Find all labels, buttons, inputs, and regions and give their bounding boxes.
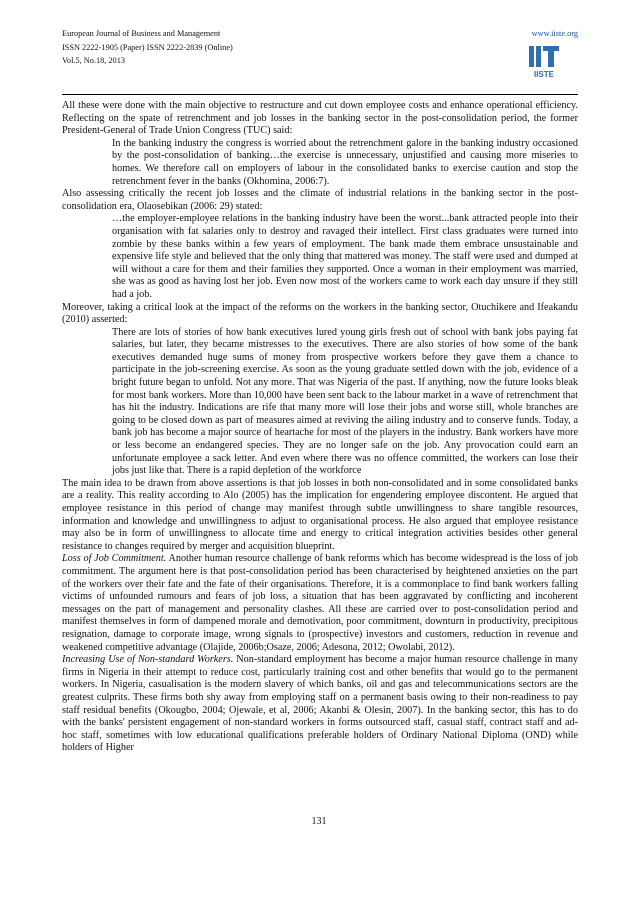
block-quote: There are lots of stories of how bank executives lured young girls fresh out of school with bank jobs paying fat salaries, but later, they became mistresses to the executives. There are also stories of how some of the bank executives demanded huge sums of money from prospective workers before they gave them a chance to participate in the job-screening exercise. As soon as the young graduate settled down with the job, evidence of a bright future began to unfold. Not any more. That was Nigeria of the past. If anything, now the future looks bleak for most bank workers. More than 10,000 have been sent back to the labour market in a wave of retrenchment that has hit the industry. Indications are rife that many more will lose their jobs and worse still, whole branches are going to be closed down as part of measures aimed at reviving the ailing industry and to conserve funds. Today, a bank job has become a major source of heartache for most of the players in the industry. Bank workers have more or less become an endangered species. They are no longer safe on the job. Any provocation could earn an unfortunate employee a sack letter. And even where there was no offence committed, the workers can lose their jobs just like that. There is a rapid depletion of the workforce <box>112 326 578 477</box>
page-number: 131 <box>311 816 327 827</box>
journal-title: European Journal of Business and Management <box>62 29 221 38</box>
iiste-logo <box>526 44 562 80</box>
block-quote: In the banking industry the congress is worried about the retrenchment galore in the banking industry occasioned by the post-consolidation of banking…the exercise is unnecessary, unjustified and causing more miseries to homes. We therefore call on employers of labour in the consolidated banks to exercise caution and stop the retrenchment fever in the banks (Okhomina, 2006:7). <box>112 137 578 187</box>
section-heading: Loss of Job Commitment. <box>62 553 167 565</box>
paragraph <box>62 553 578 654</box>
paragraph: Moreover, taking a critical look at the impact of the reforms on the workers in the banking sector, Otuchikere and Ifeakandu (2010) asserted: <box>62 301 578 326</box>
logo-text: IISTE <box>533 70 555 79</box>
header-row-1 <box>62 27 578 41</box>
paragraph-text: Another human resource challenge of bank reforms which has become widespread is the loss of job commitment. The argument here is that post-consolidation period has been characterised by heightened anxieties on the part of the workers over their fate and the fate of their organisations. Therefore, it is a commonplace to find bank workers falling victims of unfounded rumours and fears of job loss, a situation that has been aggravated by conflicting and incoherent messages on the part of management and personality clashes. All these are carried over to post-consolidation period and manifest themselves in form of dampened morale and demotivation, poor commitment, downturn in productivity, precipitous resignation, damage to corporate image, wrong signals to (prospective) investors and customers, reduction in revenue and weakened competitive advantage (Olajide, 2006b;Osaze, 2006; Adesona, 2012; Owolabi, 2012). <box>62 553 579 653</box>
block-quote: …the employer-employee relations in the banking industry have been the worst...bank attracted people into their organisation with fat salaries only to destroy and ravaged their intellect. First class graduates were turned into zombie by these banks within a few years of employment. The bank made them embrace unsustainable and expensive life style and believed that the only thing that mattered was money. The staff were used and dumped at will without a care for them and their families they supported. Once a woman in their employment was married, she was as good as having lost her job. Even now most of the workers came to work each day unsure if they still had a job. <box>112 213 578 300</box>
paragraph-text: Non-standard employment has become a major human resource challenge in many firms in Nigeria in their attempt to reduce cost, particularly training cost and other benefits that would go to the permanent workers. In Nigeria, casualisation is the modern slavery of which banks, oil and gas and telecommunications sectors are the greatest culprits. These firms both shy away from employing staff on a permanent basis owing to their non-readiness to pay staff residual benefits (Okougbo, 2004; Ojewale, et al, 2006; Akanbi & Olesin, 2007). In the banking sector, this has to do with the banks' persistent engagement of non-standard workers in forms outsourced staff, casual staff, contract staff and ad-hoc staff, sometimes with low educational qualifications preferable holders of Ordinary National Diploma (OND) while holders of Higher <box>62 654 579 754</box>
paragraph: All these were done with the main objective to restructure and cut down employee costs and enhance operational efficiency. Reflecting on the spate of retrenchment and job losses in the banking sector in the post-consolidation period, the former President-General of Trade Union Congress (TUC) said: <box>62 100 578 137</box>
issn-line: ISSN 2222-1905 (Paper) ISSN 2222-2839 (Online) <box>62 42 233 52</box>
paragraph <box>62 654 578 755</box>
volume-line: Vol.5, No.18, 2013 <box>62 56 125 65</box>
header-divider <box>62 94 578 95</box>
section-heading: Increasing Use of Non-standard Workers. <box>62 654 234 666</box>
paragraph: The main idea to be drawn from above assertions is that job losses in both non-consolidated and in some consolidated banks are a reality. This reality according to Alo (2005) has the implication for engendering employee discontent. He argued that employee resistance in this period of change may manifest through subtle unwillingness to share tangible resources, information and knowledge and unwillingness to adjust to organisational process. He also argued that employee resistance may also be in form of unwillingness to allocate time and energy to critical integration activities besides other general resistance to changes required by merger and acquisition blueprint. <box>62 477 578 552</box>
article-body <box>62 100 578 755</box>
paragraph: Also assessing critically the recent job losses and the climate of industrial relations in the banking sector in the post-consolidation era, Olaosebikan (2006: 29) stated: <box>62 188 578 212</box>
page-header <box>62 27 578 68</box>
journal-url-link[interactable]: www.iiste.org <box>531 29 578 38</box>
